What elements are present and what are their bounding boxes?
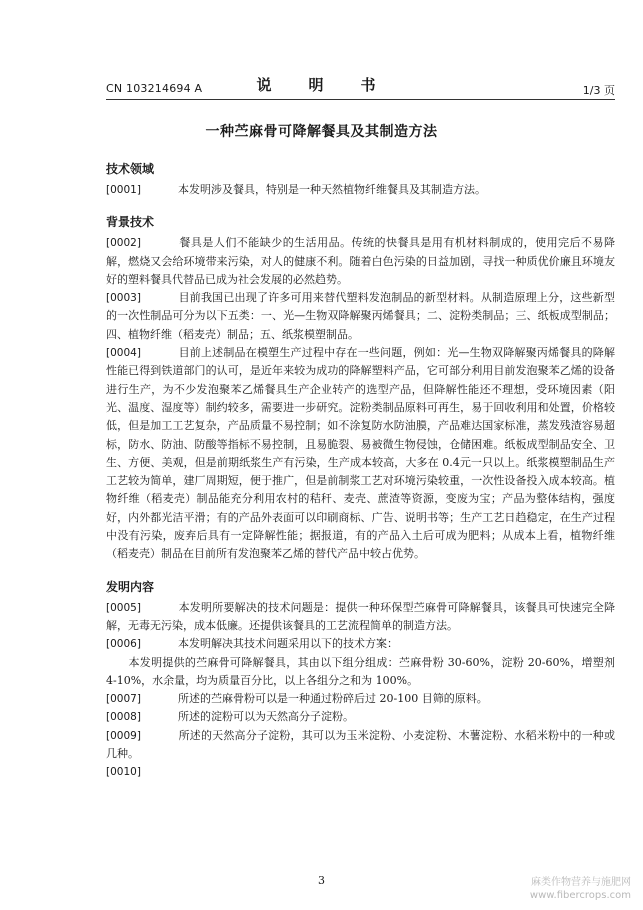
- page-indicator: 1/3 页: [582, 84, 615, 97]
- paragraph-number: [0004]: [106, 347, 141, 360]
- paragraph-number: [0009]: [106, 729, 141, 742]
- paragraph-text: 目前我国已出现了许多可用来替代塑料发泡制品的新型材料。从制造原理上分，这些新型的一次性制品可分为以下五类：一、光—生物双降解聚丙烯餐具；二、淀粉类制品；三、纸板成型制品；四、植物纤维（稻麦壳）制品；五、纸浆模塑制品。: [106, 291, 615, 341]
- paragraph-0005: [106, 599, 615, 636]
- paragraph-text: 本发明提供的苎麻骨可降解餐具，其由以下组分组成：苎麻骨粉 30-60%，淀粉 20-60%，增塑剂 4-10%，水余量，均为质量百分比，以上各组分之和为 100%。: [106, 655, 615, 687]
- paragraph-text: 本发明涉及餐具，特别是一种天然植物纤维餐具及其制造方法。: [156, 183, 486, 196]
- document-title: 一种苎麻骨可降解餐具及其制造方法: [205, 124, 438, 140]
- document-body: [106, 160, 615, 782]
- paragraph-text: 目前上述制品在模塑生产过程中存在一些问题，例如：光—生物双降解聚丙烯餐具的降解性能已得到铁道部门的认可，是近年来较为成功的降解塑料产品，它可部分利用目前发泡聚苯乙烯的设备进行生产，为不少发泡聚苯乙烯餐具生产企业转产的选型产品，但降解性能还不理想，受环境因素（阳光、温度、湿度等）制约较多，需要进一步研究。淀粉类制品原料可再生，易于回收利用和处置，价格较低，但是加工工艺复杂，产品质量不易控制；如不涂复防水防油膜，产品难达国家标准，蒸发残渣容易超标，防水、防油、防酸等指标不易控制，且易脆裂、易被微生物侵蚀，仓储困难。纸板成型制品安全、卫生、方便、美观，但是前期纸浆生产有污染，生产成本较高，大多在 0.4元一只以上。纸浆模塑制品生产工艺较为简单，建厂周期短，便于推广，但是前制浆工艺对环境污染较重，一次性设备投入成本较高。植物纤维（稻麦壳）制品能充分利用农村的秸秆、麦壳、蔗渣等资源，变废为宝；产品为整体结构，强度好，内外都光洁平滑；有的产品外表面可以印刷商标、广告、说明书等；生产工艺日趋稳定，在生产过程中没有污染，废弃后具有一定降解性能；据报道，有的产品入土后可成为肥料；从成本上看，植物纤维（稻麦壳）制品在目前所有发泡聚苯乙烯的替代产品中较占优势。: [106, 346, 615, 561]
- paragraph-text: 所述的天然高分子淀粉，其可以为玉米淀粉、小麦淀粉、木薯淀粉、水稻米粉中的一种或几种。: [106, 728, 615, 761]
- paragraph-0001: [106, 181, 615, 199]
- paragraph-number: [0002]: [106, 237, 141, 250]
- document-type: 说 明 书: [256, 76, 387, 94]
- paragraph-text: 本发明所要解决的技术问题是：提供一种环保型苎麻骨可降解餐具，该餐具可快速完全降解，无毒无污染，成本低廉。还提供该餐具的工艺流程简单的制造方法。: [106, 600, 615, 632]
- paragraph-number: [0008]: [106, 711, 141, 724]
- header-rule: [106, 99, 615, 100]
- paragraph-number: [0005]: [106, 601, 141, 614]
- publication-number: CN 103214694 A: [106, 82, 203, 95]
- paragraph-0008: [106, 708, 615, 726]
- section-heading-background: 背景技术: [106, 215, 155, 230]
- paragraph-0004: [106, 344, 615, 564]
- paragraph-0006: [106, 635, 615, 653]
- paragraph-0002: [106, 234, 615, 289]
- paragraph-number: [0006]: [106, 638, 141, 651]
- page-number: 3: [318, 874, 325, 887]
- watermark-url: www.fibercrops.com: [529, 890, 631, 901]
- watermark-site-name: 麻类作物营养与施肥网: [531, 877, 631, 888]
- page-header: [0, 0, 643, 96]
- paragraph-0003: [106, 289, 615, 344]
- paragraph-number: [0007]: [106, 693, 141, 706]
- section-heading-invention: 发明内容: [106, 579, 155, 594]
- paragraph-number: [0010]: [106, 766, 141, 779]
- paragraph-text: 所述的苎麻骨粉可以是一种通过粉碎后过 20-100 目筛的原料。: [156, 692, 488, 706]
- paragraph-number: [0001]: [106, 184, 141, 196]
- paragraph-text: 本发明解决其技术问题采用以下的技术方案：: [156, 637, 398, 651]
- paragraph-text: 餐具是人们不能缺少的生活用品。传统的快餐具是用有机材料制成的，使用完后不易降解，燃烧又会给环境带来污染，对人的健康不利。随着白色污染的日益加剧，寻找一种质优价廉且环境友好的塑料餐具代替品已成为社会发展的必然趋势。: [106, 236, 615, 286]
- paragraph-0006-continued: [106, 654, 615, 691]
- paragraph-0010: [106, 763, 615, 781]
- paragraph-number: [0003]: [106, 292, 141, 305]
- paragraph-text: 所述的淀粉可以为天然高分子淀粉。: [156, 710, 354, 724]
- site-watermark: [530, 876, 631, 902]
- section-heading-technical-field: 技术领域: [106, 162, 155, 176]
- paragraph-0007: [106, 690, 615, 708]
- paragraph-0009: [106, 727, 615, 764]
